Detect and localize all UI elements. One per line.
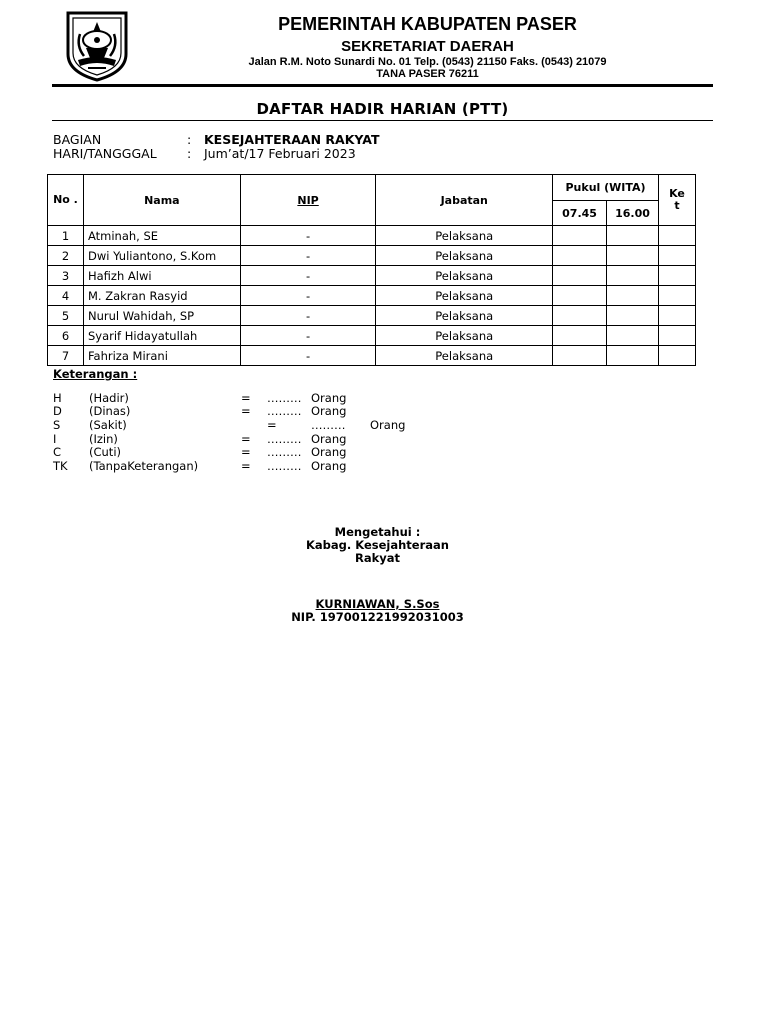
title-underline: [52, 120, 713, 121]
row-no: 5: [48, 306, 84, 326]
row-ket: [659, 326, 696, 346]
legend-unit: Orang: [311, 459, 347, 473]
legend-unit: Orang: [370, 418, 406, 432]
attendance-table: [47, 174, 696, 366]
letterhead-address: Jalan R.M. Noto Sunardi No. 01 Telp. (0543) 21150 Faks. (0543) 21079: [248, 56, 607, 68]
signature-position: Kabag. Kesejahteraan: [306, 538, 449, 552]
row-no: 2: [48, 246, 84, 266]
letterhead-divider: [52, 84, 713, 87]
legend-eq: =: [241, 404, 251, 418]
row-time-1600: [607, 226, 659, 246]
row-nip: -: [240, 326, 376, 346]
row-no: 1: [48, 226, 84, 246]
legend-desc: (Cuti): [89, 445, 121, 459]
legend-code: TK: [53, 459, 68, 473]
row-time-1600: [607, 306, 659, 326]
legend-dots: ………: [267, 432, 302, 446]
date-value: Jum’at/17 Februari 2023: [204, 146, 356, 161]
row-nip: -: [240, 306, 376, 326]
legend-desc: (Izin): [89, 432, 118, 446]
legend-desc: (Hadir): [89, 391, 129, 405]
signatory-nip: NIP. 197001221992031003: [291, 610, 464, 624]
header-ket: Ke t: [659, 175, 696, 226]
table-row: [48, 246, 696, 266]
legend-code: C: [53, 445, 62, 459]
header-pukul: Pukul (WITA): [553, 175, 659, 201]
row-time-0745: [553, 306, 607, 326]
row-jabatan: Pelaksana: [376, 326, 553, 346]
table-row: [48, 306, 696, 326]
row-jabatan: Pelaksana: [376, 266, 553, 286]
table-row: [48, 226, 696, 246]
row-time-0745: [553, 286, 607, 306]
legend-eq: =: [241, 432, 251, 446]
row-time-0745: [553, 326, 607, 346]
header-time-1600: 16.00: [607, 201, 659, 226]
row-time-1600: [607, 326, 659, 346]
row-ket: [659, 346, 696, 366]
header-nama: Nama: [83, 175, 240, 226]
letterhead-government: PEMERINTAH KABUPATEN PASER: [278, 14, 577, 34]
row-time-1600: [607, 266, 659, 286]
row-nama: Atminah, SE: [83, 226, 240, 246]
legend-unit: Orang: [311, 391, 347, 405]
row-jabatan: Pelaksana: [376, 306, 553, 326]
letterhead-city: TANA PASER 76211: [376, 68, 479, 80]
row-ket: [659, 266, 696, 286]
row-nama: Fahriza Mirani: [83, 346, 240, 366]
table-row: [48, 326, 696, 346]
row-jabatan: Pelaksana: [376, 246, 553, 266]
signature-acknowledged: Mengetahui :: [334, 525, 421, 539]
row-ket: [659, 286, 696, 306]
signatory-name: KURNIAWAN, S.Sos: [315, 597, 440, 611]
legend-unit: Orang: [311, 432, 347, 446]
legend-unit: Orang: [311, 404, 347, 418]
row-ket: [659, 226, 696, 246]
legend-eq: =: [241, 391, 251, 405]
row-jabatan: Pelaksana: [376, 346, 553, 366]
header-nip: NIP: [240, 175, 376, 226]
legend-desc: (Dinas): [89, 404, 131, 418]
bagian-label: BAGIAN: [53, 132, 102, 147]
row-time-1600: [607, 346, 659, 366]
document-title: DAFTAR HADIR HARIAN (PTT): [256, 100, 509, 118]
row-jabatan: Pelaksana: [376, 286, 553, 306]
legend-dots: ………: [267, 445, 302, 459]
row-nip: -: [240, 346, 376, 366]
legend-desc: (Sakit): [89, 418, 127, 432]
row-nip: -: [240, 246, 376, 266]
row-time-0745: [553, 246, 607, 266]
legend-dots: ………: [267, 459, 302, 473]
row-nama: Nurul Wahidah, SP: [83, 306, 240, 326]
row-no: 3: [48, 266, 84, 286]
bagian-value: KESEJAHTERAAN RAKYAT: [204, 132, 380, 147]
legend-eq: =: [267, 418, 277, 432]
header-no: No .: [48, 175, 84, 226]
row-no: 4: [48, 286, 84, 306]
signature-position-cont: Rakyat: [354, 551, 401, 565]
row-nip: -: [240, 286, 376, 306]
header-time-0745: 07.45: [553, 201, 607, 226]
row-jabatan: Pelaksana: [376, 226, 553, 246]
row-nama: Syarif Hidayatullah: [83, 326, 240, 346]
row-nama: M. Zakran Rasyid: [83, 286, 240, 306]
bagian-separator: :: [187, 132, 192, 147]
row-no: 7: [48, 346, 84, 366]
row-ket: [659, 246, 696, 266]
date-label: HARI/TANGGGAL: [53, 146, 157, 161]
legend-unit: Orang: [311, 445, 347, 459]
row-time-1600: [607, 246, 659, 266]
legend-eq: =: [241, 445, 251, 459]
legend-code: S: [53, 418, 61, 432]
paser-regency-emblem: [64, 10, 130, 82]
row-time-0745: [553, 226, 607, 246]
date-separator: :: [187, 146, 192, 161]
legend-dots: ………: [267, 404, 302, 418]
legend-desc: (TanpaKeterangan): [89, 459, 199, 473]
legend-dots: ………: [267, 391, 302, 405]
legend-eq: =: [241, 459, 251, 473]
row-nip: -: [240, 226, 376, 246]
table-row: [48, 286, 696, 306]
table-row: [48, 266, 696, 286]
legend-code: H: [53, 391, 62, 405]
legend-dots: ………: [311, 418, 346, 432]
header-jabatan: Jabatan: [376, 175, 553, 226]
row-ket: [659, 306, 696, 326]
row-time-0745: [553, 266, 607, 286]
row-time-1600: [607, 286, 659, 306]
row-time-0745: [553, 346, 607, 366]
keterangan-title: Keterangan :: [53, 367, 138, 381]
row-no: 6: [48, 326, 84, 346]
row-nama: Dwi Yuliantono, S.Kom: [83, 246, 240, 266]
legend-code: D: [53, 404, 62, 418]
table-row: [48, 346, 696, 366]
letterhead-secretariat: SEKRETARIAT DAERAH: [341, 38, 514, 55]
row-nip: -: [240, 266, 376, 286]
legend-code: I: [53, 432, 57, 446]
row-nama: Hafizh Alwi: [83, 266, 240, 286]
